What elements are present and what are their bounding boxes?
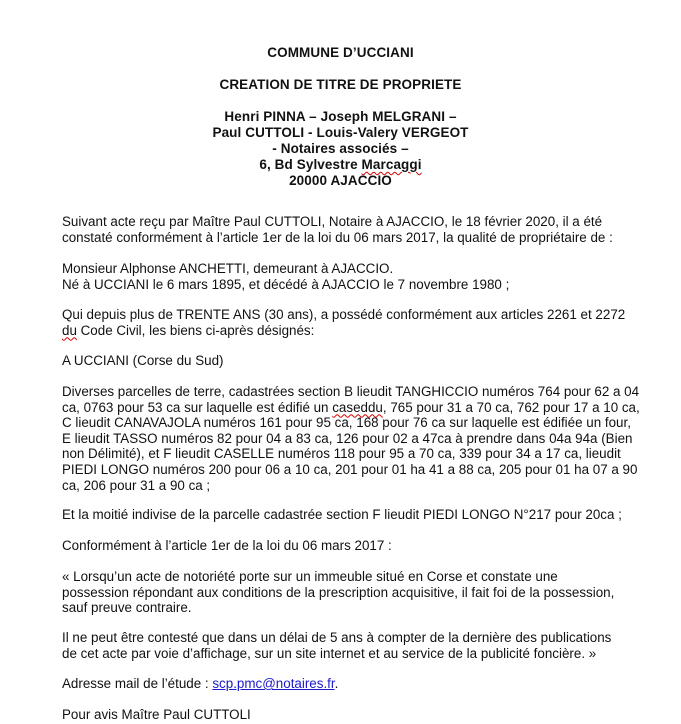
commune-heading: COMMUNE D’UCCIANI (267, 45, 414, 60)
address-street-spellcheck-flag[interactable]: Marcaggi (361, 157, 422, 172)
half-parcel-paragraph (62, 507, 672, 523)
parcels-line-2 (62, 400, 672, 416)
parcels-line-2-before: ca, 0763 pour 53 ca sur laquelle est édifié un (62, 399, 333, 415)
quote-2-line-1: Il ne peut être contesté que dans un délai de 5 ans à compter de la dernière des publications (62, 630, 612, 645)
possession-line-1: Qui depuis plus de TRENTE ANS (30 ans), a possédé conformément aux articles 2261 et 2272 (62, 307, 626, 322)
parcels-line-6: PIEDI LONGO numéros 200 pour 06 a 10 ca, 201 pour 01 ha 41 a 88 ca, 205 pour 01 ha 07 a 90 (62, 461, 638, 477)
law-quote-paragraph-1 (62, 569, 672, 616)
half-parcel-line: Et la moitié indivise de la parcelle cadastrée section F lieudit PIEDI LONGO N°217 pour 20ca ; (62, 507, 622, 522)
parcels-line-5: non Délimité), et F lieudit CASELLE numéros 118 pour 95 a 70 ca, 339 pour 34 a 17 ca, lieudit (62, 446, 621, 462)
owner-paragraph (62, 261, 672, 292)
signature-paragraph (62, 707, 672, 723)
office-city: 20000 AJACCIO (289, 173, 392, 188)
notaries-line-2: Paul CUTTOLI - Louis-Valery VERGEOT (212, 125, 469, 140)
office-address (0, 157, 681, 173)
email-line (62, 676, 672, 692)
email-suffix: . (334, 676, 339, 691)
law-reference-line: Conformément à l’article 1er de la loi du 06 mars 2017 : (62, 538, 392, 553)
intro-line-2: constaté conformément à l’article 1er de la loi du 06 mars 2017, la qualité de propriétaire de : (62, 229, 613, 245)
possession-paragraph (62, 307, 672, 338)
law-reference-paragraph (62, 538, 672, 554)
parcels-line-4: E lieudit TASSO numéros 82 pour 04 a 83 ca, 126 pour 02 a 47ca à prendre dans 04a 94a (Bien (62, 430, 633, 446)
parcels-paragraph (62, 384, 672, 493)
notaries-line-1: Henri PINNA – Joseph MELGRANI – (224, 109, 457, 124)
notaries-associates-line: - Notaires associés – (272, 141, 409, 156)
caseddu-spellcheck-flag[interactable]: caseddu (332, 399, 383, 415)
law-quote-paragraph-2 (62, 630, 672, 661)
quote-1-line-1: « Lorsqu’un acte de notoriété porte sur un immeuble situé en Corse et constate une (62, 569, 558, 584)
parcels-line-2-after: , 765 pour 31 a 70 ca, 762 pour 17 a 10 ca, (382, 399, 640, 415)
du-spellcheck-flag[interactable]: du (62, 322, 77, 338)
address-prefix: 6, Bd Sylvestre (259, 157, 362, 172)
possession-line-2-rest: Code Civil, les biens ci-après désignés: (76, 322, 315, 338)
location-paragraph (62, 353, 672, 369)
owner-line-2: Né à UCCIANI le 6 mars 1895, et décédé à AJACCIO le 7 novembre 1980 ; (62, 276, 510, 292)
possession-line-2 (62, 323, 672, 339)
quote-1-line-2: possession répondant aux conditions de la prescription acquisitive, il fait foi de la possession, (62, 584, 615, 600)
document-title: CREATION DE TITRE DE PROPRIETE (219, 77, 462, 92)
quote-1-line-3: sauf preuve contraire. (62, 600, 192, 616)
parcels-line-7: ca, 206 pour 31 a 90 ca ; (62, 477, 211, 493)
email-link[interactable]: scp.pmc@notaires.fr (212, 676, 335, 691)
notary-office-block (0, 109, 681, 189)
location-line: A UCCIANI (Corse du Sud) (62, 353, 224, 368)
signature-line: Pour avis Maître Paul CUTTOLI (62, 707, 251, 722)
email-paragraph (62, 676, 672, 692)
parcels-line-3: C lieudit CANAVAJOLA numéros 161 pour 95 ca, 168 pour 76 ca sur laquelle est édifiée un four, (62, 415, 631, 431)
intro-line-1: Suivant acte reçu par Maître Paul CUTTOLI, Notaire à AJACCIO, le 18 février 2020, il a été (62, 214, 603, 229)
quote-2-line-2: de cet acte par voie d’affichage, sur un site internet et au service de la publicité foncière. » (62, 645, 597, 661)
parcels-line-1: Diverses parcelles de terre, cadastrées section B lieudit TANGHICCIO numéros 764 pour 62 a 04 (62, 384, 640, 399)
owner-line-1: Monsieur Alphonse ANCHETTI, demeurant à AJACCIO. (62, 261, 394, 276)
email-label: Adresse mail de l’étude : (62, 676, 213, 691)
intro-paragraph (62, 214, 672, 245)
